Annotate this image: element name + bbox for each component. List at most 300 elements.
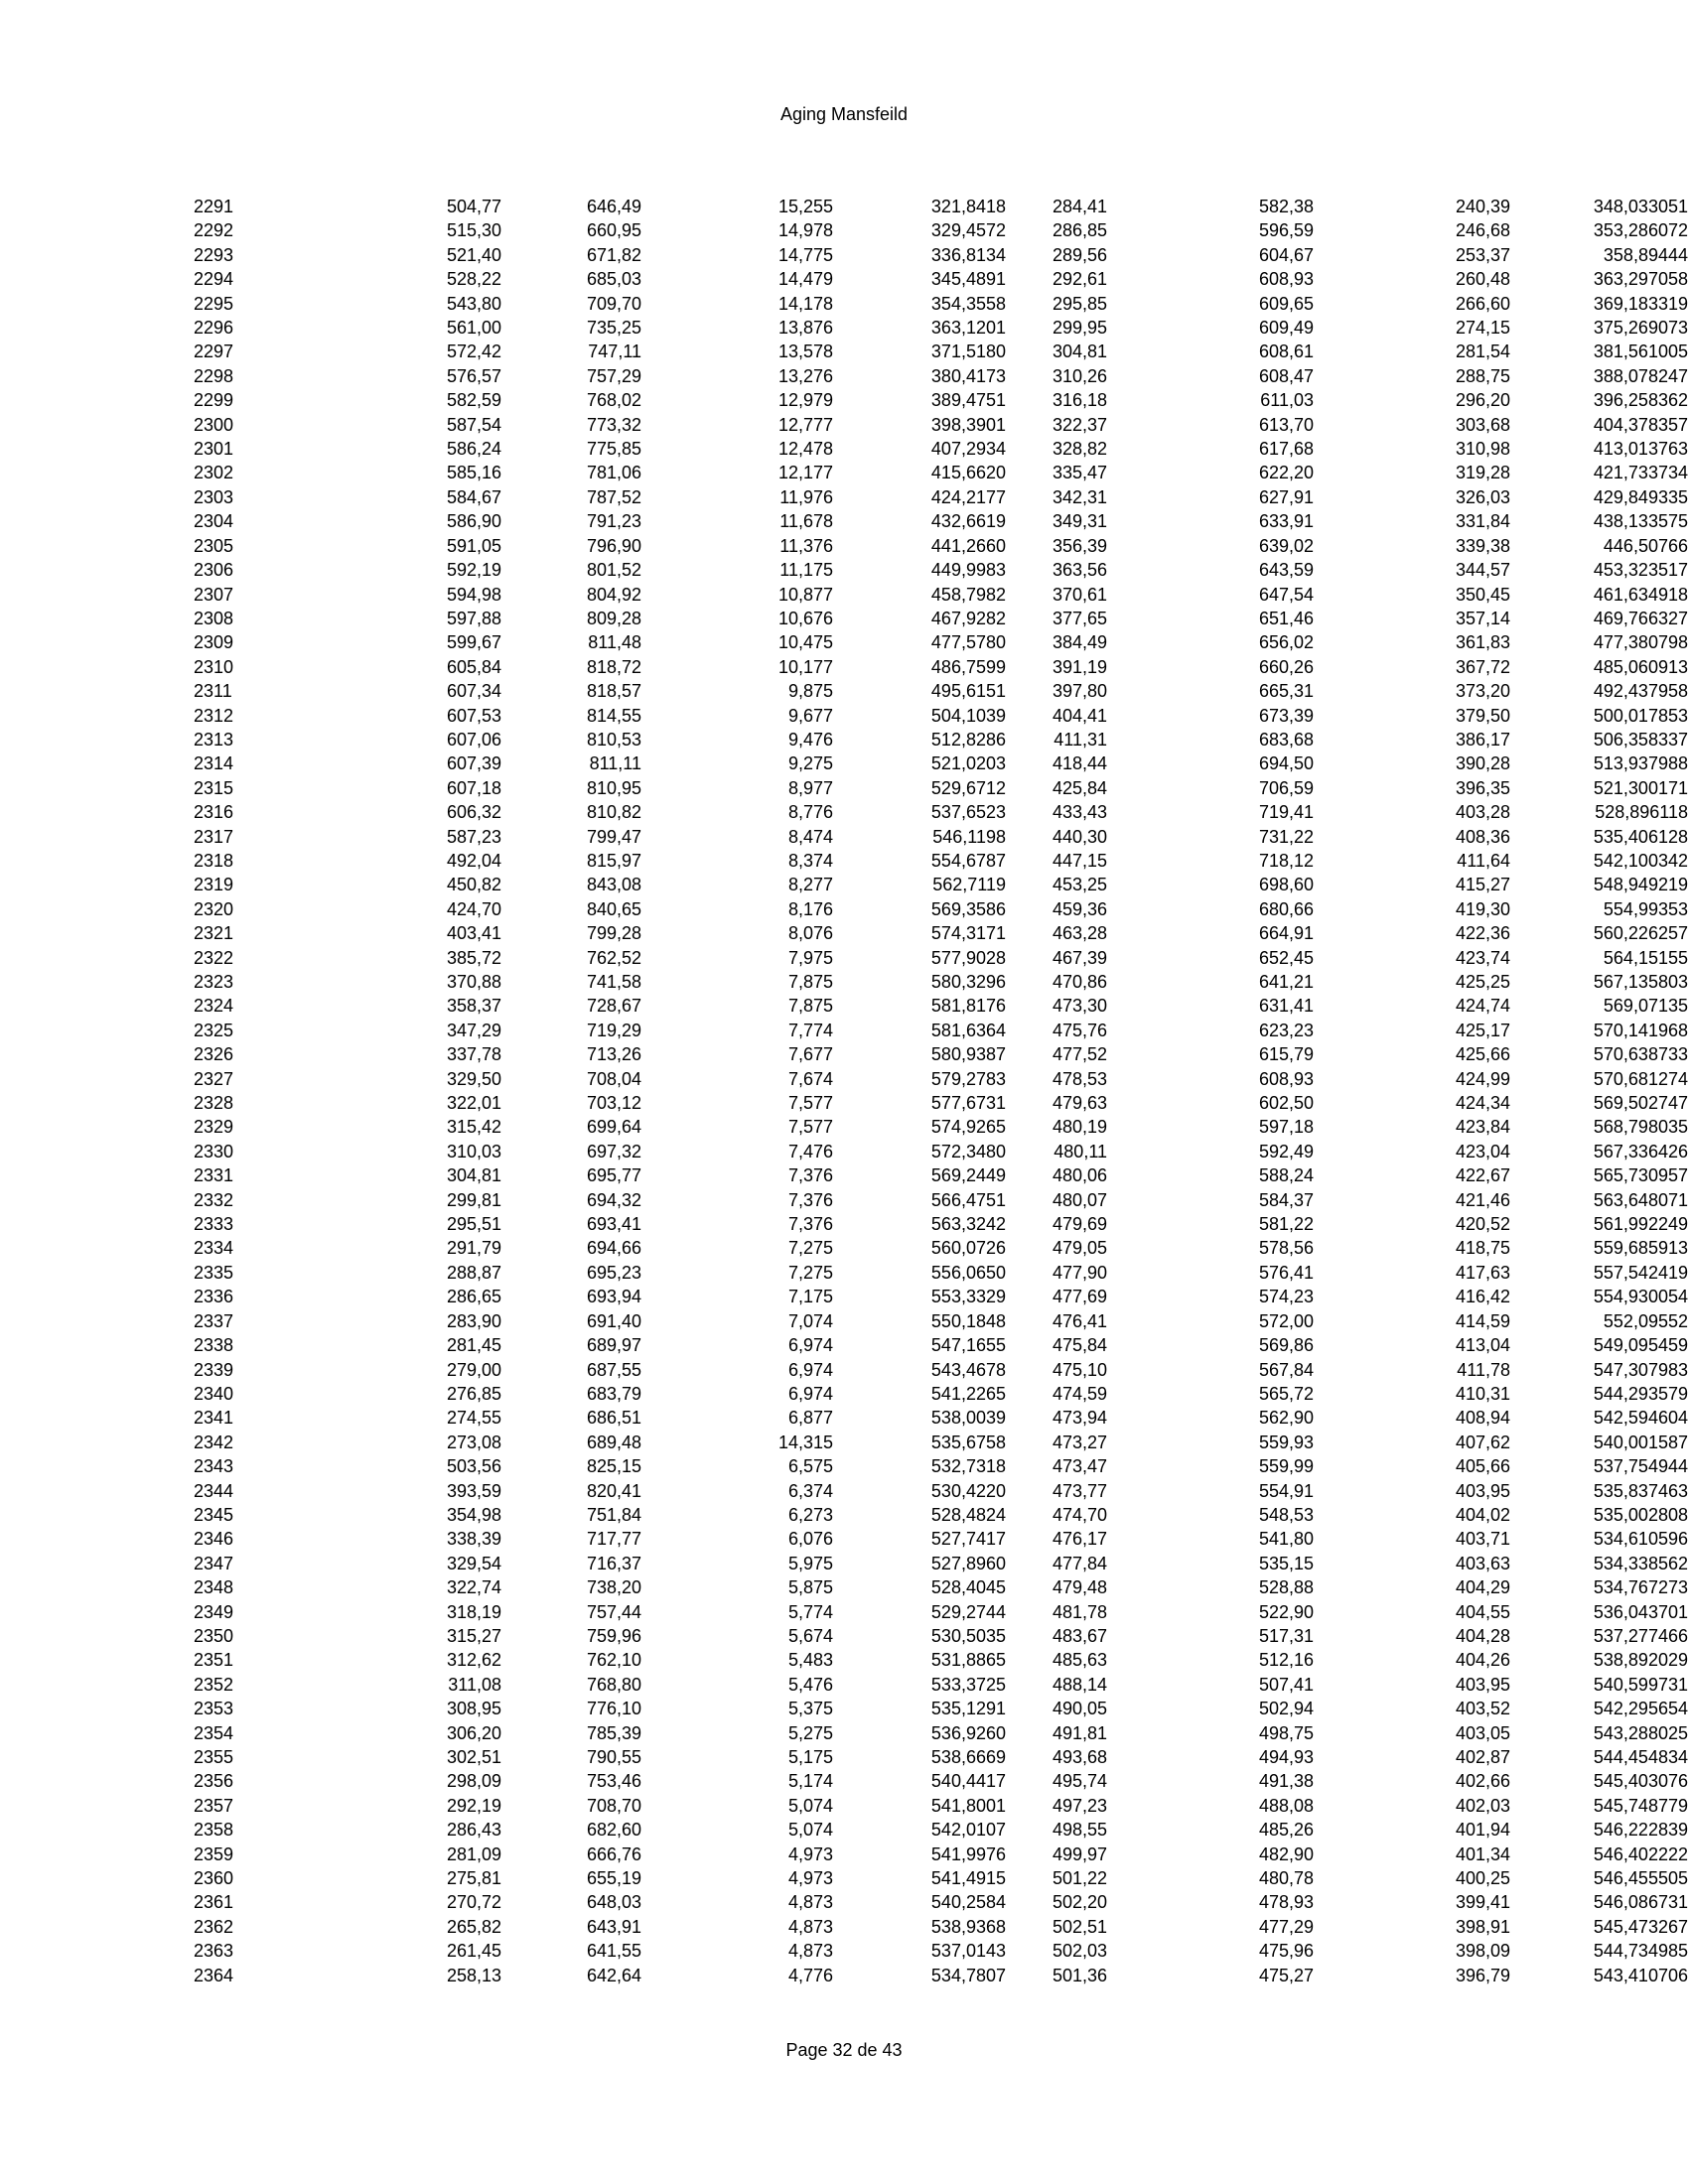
row-margin xyxy=(0,388,194,412)
value-cell: 479,63 xyxy=(1052,1093,1107,1114)
value-cell: 542,594604 xyxy=(1593,1408,1688,1429)
value-cell: 502,03 xyxy=(1052,1941,1107,1962)
value-cell: 660,95 xyxy=(586,220,641,241)
row-index-cell: 2307 xyxy=(194,584,234,605)
value-cell: 453,323517 xyxy=(1593,560,1688,581)
table-row xyxy=(0,970,1688,994)
row-index-cell: 2330 xyxy=(194,1141,234,1161)
value-cell: 13,276 xyxy=(777,365,833,386)
value-cell: 306,20 xyxy=(446,1722,501,1743)
row-index-cell: 2309 xyxy=(194,632,234,653)
table-row xyxy=(0,1939,1688,1963)
value-cell: 694,50 xyxy=(1258,753,1314,774)
row-index-cell: 2352 xyxy=(194,1674,234,1695)
value-cell: 540,2584 xyxy=(930,1892,1006,1913)
row-index-cell: 2316 xyxy=(194,802,234,823)
value-cell: 266,60 xyxy=(1455,293,1510,314)
value-cell: 403,05 xyxy=(1455,1722,1510,1743)
value-cell: 369,183319 xyxy=(1593,293,1688,314)
value-cell: 348,033051 xyxy=(1593,197,1688,216)
row-margin xyxy=(0,1503,194,1527)
value-cell: 507,41 xyxy=(1258,1674,1314,1695)
value-cell: 356,39 xyxy=(1052,535,1107,556)
row-margin xyxy=(0,1212,194,1236)
value-cell: 655,19 xyxy=(586,1868,641,1889)
value-cell: 579,2783 xyxy=(930,1068,1006,1089)
value-cell: 557,542419 xyxy=(1593,1262,1688,1283)
value-cell: 546,1198 xyxy=(932,826,1006,847)
row-margin xyxy=(0,921,194,945)
value-cell: 582,38 xyxy=(1258,197,1314,216)
value-cell: 480,78 xyxy=(1258,1868,1314,1889)
value-cell: 4,873 xyxy=(787,1916,833,1937)
value-cell: 481,78 xyxy=(1052,1601,1107,1622)
row-margin xyxy=(0,1019,194,1042)
value-cell: 570,681274 xyxy=(1593,1068,1688,1089)
value-cell: 5,275 xyxy=(787,1722,833,1743)
value-cell: 8,076 xyxy=(787,923,833,944)
value-cell: 608,47 xyxy=(1258,365,1314,386)
value-cell: 521,40 xyxy=(446,244,501,265)
value-cell: 502,51 xyxy=(1052,1916,1107,1937)
table-row xyxy=(0,704,1688,728)
value-cell: 587,54 xyxy=(446,414,501,435)
value-cell: 818,57 xyxy=(586,681,641,702)
row-index-cell: 2347 xyxy=(194,1553,234,1573)
value-cell: 379,50 xyxy=(1455,705,1510,726)
value-cell: 577,9028 xyxy=(930,947,1006,968)
row-margin xyxy=(0,994,194,1018)
value-cell: 396,35 xyxy=(1455,777,1510,798)
row-index-cell: 2334 xyxy=(194,1238,234,1259)
value-cell: 289,56 xyxy=(1052,244,1107,265)
row-index-cell: 2319 xyxy=(194,875,234,895)
value-cell: 304,81 xyxy=(446,1165,501,1186)
value-cell: 404,26 xyxy=(1455,1650,1510,1671)
value-cell: 7,275 xyxy=(787,1262,833,1283)
value-cell: 533,3725 xyxy=(930,1674,1006,1695)
value-cell: 535,15 xyxy=(1258,1553,1314,1573)
value-cell: 498,55 xyxy=(1052,1820,1107,1841)
value-cell: 651,46 xyxy=(1258,608,1314,628)
value-cell: 429,849335 xyxy=(1593,486,1688,507)
value-cell: 689,48 xyxy=(586,1432,641,1452)
value-cell: 599,67 xyxy=(446,632,501,653)
table-row xyxy=(0,946,1688,970)
value-cell: 562,7119 xyxy=(932,875,1006,895)
value-cell: 757,44 xyxy=(586,1601,641,1622)
value-cell: 398,3901 xyxy=(930,414,1006,435)
value-cell: 578,56 xyxy=(1258,1238,1314,1259)
row-margin xyxy=(0,1261,194,1285)
value-cell: 719,29 xyxy=(586,1020,641,1040)
row-margin xyxy=(0,849,194,873)
value-cell: 567,336426 xyxy=(1593,1141,1688,1161)
value-cell: 697,32 xyxy=(586,1141,641,1161)
value-cell: 757,29 xyxy=(586,365,641,386)
value-cell: 424,99 xyxy=(1455,1068,1510,1089)
value-cell: 318,19 xyxy=(446,1601,501,1622)
value-cell: 545,748779 xyxy=(1593,1795,1688,1816)
table-row xyxy=(0,994,1688,1018)
value-cell: 371,5180 xyxy=(930,341,1006,362)
value-cell: 414,59 xyxy=(1455,1310,1510,1331)
value-cell: 326,03 xyxy=(1455,486,1510,507)
value-cell: 646,49 xyxy=(586,197,641,216)
value-cell: 781,06 xyxy=(586,463,641,483)
value-cell: 683,79 xyxy=(586,1383,641,1404)
value-cell: 423,74 xyxy=(1455,947,1510,968)
value-cell: 417,63 xyxy=(1455,1262,1510,1283)
value-cell: 713,26 xyxy=(586,1044,641,1065)
row-index-cell: 2317 xyxy=(194,826,234,847)
value-cell: 418,75 xyxy=(1455,1238,1510,1259)
value-cell: 536,043701 xyxy=(1593,1601,1688,1622)
value-cell: 281,09 xyxy=(446,1843,501,1864)
value-cell: 473,77 xyxy=(1052,1480,1107,1501)
data-table xyxy=(0,195,1688,1987)
value-cell: 479,05 xyxy=(1052,1238,1107,1259)
value-cell: 480,06 xyxy=(1052,1165,1107,1186)
value-cell: 281,54 xyxy=(1455,341,1510,362)
table-row xyxy=(0,1600,1688,1624)
value-cell: 425,17 xyxy=(1455,1020,1510,1040)
value-cell: 6,974 xyxy=(787,1359,833,1380)
value-cell: 799,28 xyxy=(586,923,641,944)
value-cell: 279,00 xyxy=(446,1359,501,1380)
value-cell: 358,37 xyxy=(446,996,501,1017)
value-cell: 545,473267 xyxy=(1593,1916,1688,1937)
value-cell: 703,12 xyxy=(586,1093,641,1114)
row-index-cell: 2333 xyxy=(194,1214,234,1235)
row-margin xyxy=(0,1794,194,1818)
table-row xyxy=(0,1067,1688,1091)
value-cell: 592,19 xyxy=(446,560,501,581)
value-cell: 709,70 xyxy=(586,293,641,314)
value-cell: 647,54 xyxy=(1258,584,1314,605)
value-cell: 554,6787 xyxy=(930,850,1006,871)
value-cell: 477,380798 xyxy=(1593,632,1688,653)
value-cell: 699,64 xyxy=(586,1117,641,1138)
value-cell: 569,2449 xyxy=(930,1165,1006,1186)
value-cell: 501,36 xyxy=(1052,1965,1107,1985)
table-row xyxy=(0,364,1688,388)
value-cell: 13,876 xyxy=(777,318,833,339)
value-cell: 482,90 xyxy=(1258,1843,1314,1864)
value-cell: 8,977 xyxy=(787,777,833,798)
value-cell: 302,51 xyxy=(446,1747,501,1767)
value-cell: 811,48 xyxy=(588,632,641,653)
value-cell: 475,96 xyxy=(1258,1941,1314,1962)
value-cell: 240,39 xyxy=(1455,197,1510,216)
value-cell: 531,8865 xyxy=(930,1650,1006,1671)
value-cell: 419,30 xyxy=(1455,898,1510,919)
value-cell: 547,1655 xyxy=(930,1335,1006,1356)
value-cell: 407,2934 xyxy=(930,439,1006,460)
value-cell: 401,94 xyxy=(1455,1820,1510,1841)
table-row xyxy=(0,1866,1688,1890)
value-cell: 408,36 xyxy=(1455,826,1510,847)
table-row xyxy=(0,776,1688,800)
value-cell: 14,315 xyxy=(777,1432,833,1452)
value-cell: 775,85 xyxy=(586,439,641,460)
table-row xyxy=(0,1358,1688,1382)
value-cell: 512,8286 xyxy=(930,729,1006,750)
value-cell: 537,754944 xyxy=(1593,1456,1688,1477)
value-cell: 485,63 xyxy=(1052,1650,1107,1671)
value-cell: 477,84 xyxy=(1052,1553,1107,1573)
value-cell: 665,31 xyxy=(1258,681,1314,702)
value-cell: 322,37 xyxy=(1052,414,1107,435)
value-cell: 7,074 xyxy=(787,1310,833,1331)
row-index-cell: 2298 xyxy=(194,365,234,386)
value-cell: 410,31 xyxy=(1455,1383,1510,1404)
table-row xyxy=(0,1648,1688,1672)
value-cell: 424,34 xyxy=(1455,1093,1510,1114)
value-cell: 433,43 xyxy=(1052,802,1107,823)
table-row xyxy=(0,388,1688,412)
value-cell: 425,66 xyxy=(1455,1044,1510,1065)
value-cell: 408,94 xyxy=(1455,1408,1510,1429)
value-cell: 5,174 xyxy=(787,1771,833,1792)
value-cell: 310,26 xyxy=(1052,365,1107,386)
value-cell: 608,61 xyxy=(1258,341,1314,362)
value-cell: 479,69 xyxy=(1052,1214,1107,1235)
value-cell: 476,41 xyxy=(1052,1310,1107,1331)
value-cell: 652,45 xyxy=(1258,947,1314,968)
table-row xyxy=(0,1769,1688,1793)
table-row xyxy=(0,1091,1688,1115)
value-cell: 534,610596 xyxy=(1593,1529,1688,1550)
value-cell: 592,49 xyxy=(1258,1141,1314,1161)
value-cell: 791,23 xyxy=(586,511,641,532)
row-index-cell: 2305 xyxy=(194,535,234,556)
value-cell: 570,141968 xyxy=(1593,1020,1688,1040)
value-cell: 664,91 xyxy=(1258,923,1314,944)
row-index-cell: 2325 xyxy=(194,1020,234,1040)
table-row xyxy=(0,607,1688,630)
value-cell: 336,8134 xyxy=(930,244,1006,265)
table-row xyxy=(0,1527,1688,1551)
row-index-cell: 2295 xyxy=(194,293,234,314)
row-margin xyxy=(0,267,194,291)
row-margin xyxy=(0,437,194,461)
value-cell: 401,34 xyxy=(1455,1843,1510,1864)
row-margin xyxy=(0,485,194,509)
value-cell: 270,72 xyxy=(446,1892,501,1913)
row-index-cell: 2355 xyxy=(194,1747,234,1767)
value-cell: 491,81 xyxy=(1052,1722,1107,1743)
value-cell: 388,078247 xyxy=(1593,365,1688,386)
value-cell: 385,72 xyxy=(446,947,501,968)
row-index-cell: 2315 xyxy=(194,777,234,798)
value-cell: 477,5780 xyxy=(930,632,1006,653)
value-cell: 7,376 xyxy=(787,1165,833,1186)
value-cell: 8,176 xyxy=(787,898,833,919)
table-row xyxy=(0,1479,1688,1503)
value-cell: 738,20 xyxy=(586,1577,641,1598)
table-row xyxy=(0,1721,1688,1745)
value-cell: 495,6151 xyxy=(930,681,1006,702)
value-cell: 559,99 xyxy=(1258,1456,1314,1477)
value-cell: 570,638733 xyxy=(1593,1044,1688,1065)
value-cell: 488,08 xyxy=(1258,1795,1314,1816)
value-cell: 7,875 xyxy=(787,996,833,1017)
row-margin xyxy=(0,1431,194,1454)
value-cell: 719,41 xyxy=(1258,802,1314,823)
value-cell: 517,31 xyxy=(1258,1625,1314,1646)
value-cell: 785,39 xyxy=(586,1722,641,1743)
value-cell: 574,23 xyxy=(1258,1287,1314,1307)
row-index-cell: 2313 xyxy=(194,729,234,750)
value-cell: 402,03 xyxy=(1455,1795,1510,1816)
value-cell: 548,53 xyxy=(1258,1504,1314,1525)
value-cell: 403,95 xyxy=(1455,1480,1510,1501)
row-index-cell: 2324 xyxy=(194,996,234,1017)
table-row xyxy=(0,1745,1688,1769)
row-index-cell: 2314 xyxy=(194,753,234,774)
value-cell: 7,577 xyxy=(787,1117,833,1138)
value-cell: 14,775 xyxy=(777,244,833,265)
value-cell: 716,37 xyxy=(586,1553,641,1573)
value-cell: 353,286072 xyxy=(1593,220,1688,241)
value-cell: 6,877 xyxy=(787,1408,833,1429)
value-cell: 5,476 xyxy=(787,1674,833,1695)
value-cell: 5,074 xyxy=(787,1795,833,1816)
value-cell: 493,68 xyxy=(1052,1747,1107,1767)
row-index-cell: 2342 xyxy=(194,1432,234,1452)
value-cell: 532,7318 xyxy=(930,1456,1006,1477)
value-cell: 338,39 xyxy=(446,1529,501,1550)
value-cell: 768,80 xyxy=(586,1674,641,1695)
value-cell: 407,62 xyxy=(1455,1432,1510,1452)
table-row xyxy=(0,1382,1688,1406)
value-cell: 642,64 xyxy=(586,1965,641,1985)
value-cell: 397,80 xyxy=(1052,681,1107,702)
value-cell: 527,8960 xyxy=(930,1553,1006,1573)
value-cell: 461,634918 xyxy=(1593,584,1688,605)
value-cell: 475,10 xyxy=(1052,1359,1107,1380)
table-row xyxy=(0,1794,1688,1818)
value-cell: 735,25 xyxy=(586,318,641,339)
value-cell: 446,50766 xyxy=(1603,535,1688,556)
row-index-cell: 2299 xyxy=(194,390,234,411)
value-cell: 404,55 xyxy=(1455,1601,1510,1622)
table-row xyxy=(0,1019,1688,1042)
row-index-cell: 2312 xyxy=(194,705,234,726)
value-cell: 741,58 xyxy=(586,972,641,992)
value-cell: 12,177 xyxy=(777,463,833,483)
row-margin xyxy=(0,1285,194,1308)
value-cell: 329,54 xyxy=(446,1553,501,1573)
value-cell: 261,45 xyxy=(446,1941,501,1962)
row-index-cell: 2296 xyxy=(194,318,234,339)
value-cell: 686,51 xyxy=(586,1408,641,1429)
value-cell: 535,1291 xyxy=(930,1699,1006,1719)
value-cell: 6,974 xyxy=(787,1335,833,1356)
value-cell: 585,16 xyxy=(446,463,501,483)
value-cell: 403,41 xyxy=(446,923,501,944)
value-cell: 543,288025 xyxy=(1593,1722,1688,1743)
value-cell: 542,100342 xyxy=(1593,850,1688,871)
table-row xyxy=(0,728,1688,751)
value-cell: 542,0107 xyxy=(930,1820,1006,1841)
value-cell: 753,46 xyxy=(586,1771,641,1792)
table-row xyxy=(0,558,1688,582)
value-cell: 818,72 xyxy=(586,656,641,677)
row-margin xyxy=(0,1939,194,1963)
row-index-cell: 2322 xyxy=(194,947,234,968)
value-cell: 4,776 xyxy=(787,1965,833,1985)
value-cell: 544,454834 xyxy=(1593,1747,1688,1767)
value-cell: 404,378357 xyxy=(1593,414,1688,435)
value-cell: 552,09552 xyxy=(1603,1310,1688,1331)
table-row xyxy=(0,1454,1688,1478)
row-margin xyxy=(0,1140,194,1163)
value-cell: 370,61 xyxy=(1052,584,1107,605)
value-cell: 281,45 xyxy=(446,1335,501,1356)
value-cell: 357,14 xyxy=(1455,608,1510,628)
row-margin xyxy=(0,1964,194,1987)
row-index-cell: 2359 xyxy=(194,1843,234,1864)
value-cell: 483,67 xyxy=(1052,1625,1107,1646)
table-row xyxy=(0,679,1688,703)
row-margin xyxy=(0,679,194,703)
value-cell: 840,65 xyxy=(586,898,641,919)
value-cell: 596,59 xyxy=(1258,220,1314,241)
value-cell: 260,48 xyxy=(1455,269,1510,290)
value-cell: 475,84 xyxy=(1052,1335,1107,1356)
value-cell: 5,483 xyxy=(787,1650,833,1671)
value-cell: 12,478 xyxy=(777,439,833,460)
value-cell: 718,12 xyxy=(1258,850,1314,871)
row-margin xyxy=(0,364,194,388)
row-margin xyxy=(0,655,194,679)
value-cell: 425,84 xyxy=(1052,777,1107,798)
value-cell: 694,32 xyxy=(586,1189,641,1210)
value-cell: 768,02 xyxy=(586,390,641,411)
row-margin xyxy=(0,1575,194,1599)
value-cell: 411,78 xyxy=(1457,1359,1510,1380)
value-cell: 641,21 xyxy=(1258,972,1314,992)
value-cell: 310,98 xyxy=(1455,439,1510,460)
row-index-cell: 2337 xyxy=(194,1310,234,1331)
value-cell: 10,475 xyxy=(777,632,833,653)
value-cell: 476,17 xyxy=(1052,1529,1107,1550)
value-cell: 587,23 xyxy=(446,826,501,847)
value-cell: 421,46 xyxy=(1455,1189,1510,1210)
value-cell: 492,437958 xyxy=(1593,681,1688,702)
value-cell: 563,648071 xyxy=(1593,1189,1688,1210)
value-cell: 315,42 xyxy=(446,1117,501,1138)
value-cell: 347,29 xyxy=(446,1020,501,1040)
row-margin xyxy=(0,1624,194,1648)
value-cell: 561,992249 xyxy=(1593,1214,1688,1235)
value-cell: 641,55 xyxy=(586,1941,641,1962)
value-cell: 639,02 xyxy=(1258,535,1314,556)
value-cell: 7,275 xyxy=(787,1238,833,1259)
value-cell: 5,875 xyxy=(787,1577,833,1598)
value-cell: 560,226257 xyxy=(1593,923,1688,944)
value-cell: 423,04 xyxy=(1455,1141,1510,1161)
value-cell: 467,9282 xyxy=(930,608,1006,628)
value-cell: 529,2744 xyxy=(930,1601,1006,1622)
value-cell: 538,6669 xyxy=(930,1747,1006,1767)
row-margin xyxy=(0,1673,194,1697)
table-row xyxy=(0,485,1688,509)
table-row xyxy=(0,1188,1688,1212)
value-cell: 501,22 xyxy=(1052,1868,1107,1889)
